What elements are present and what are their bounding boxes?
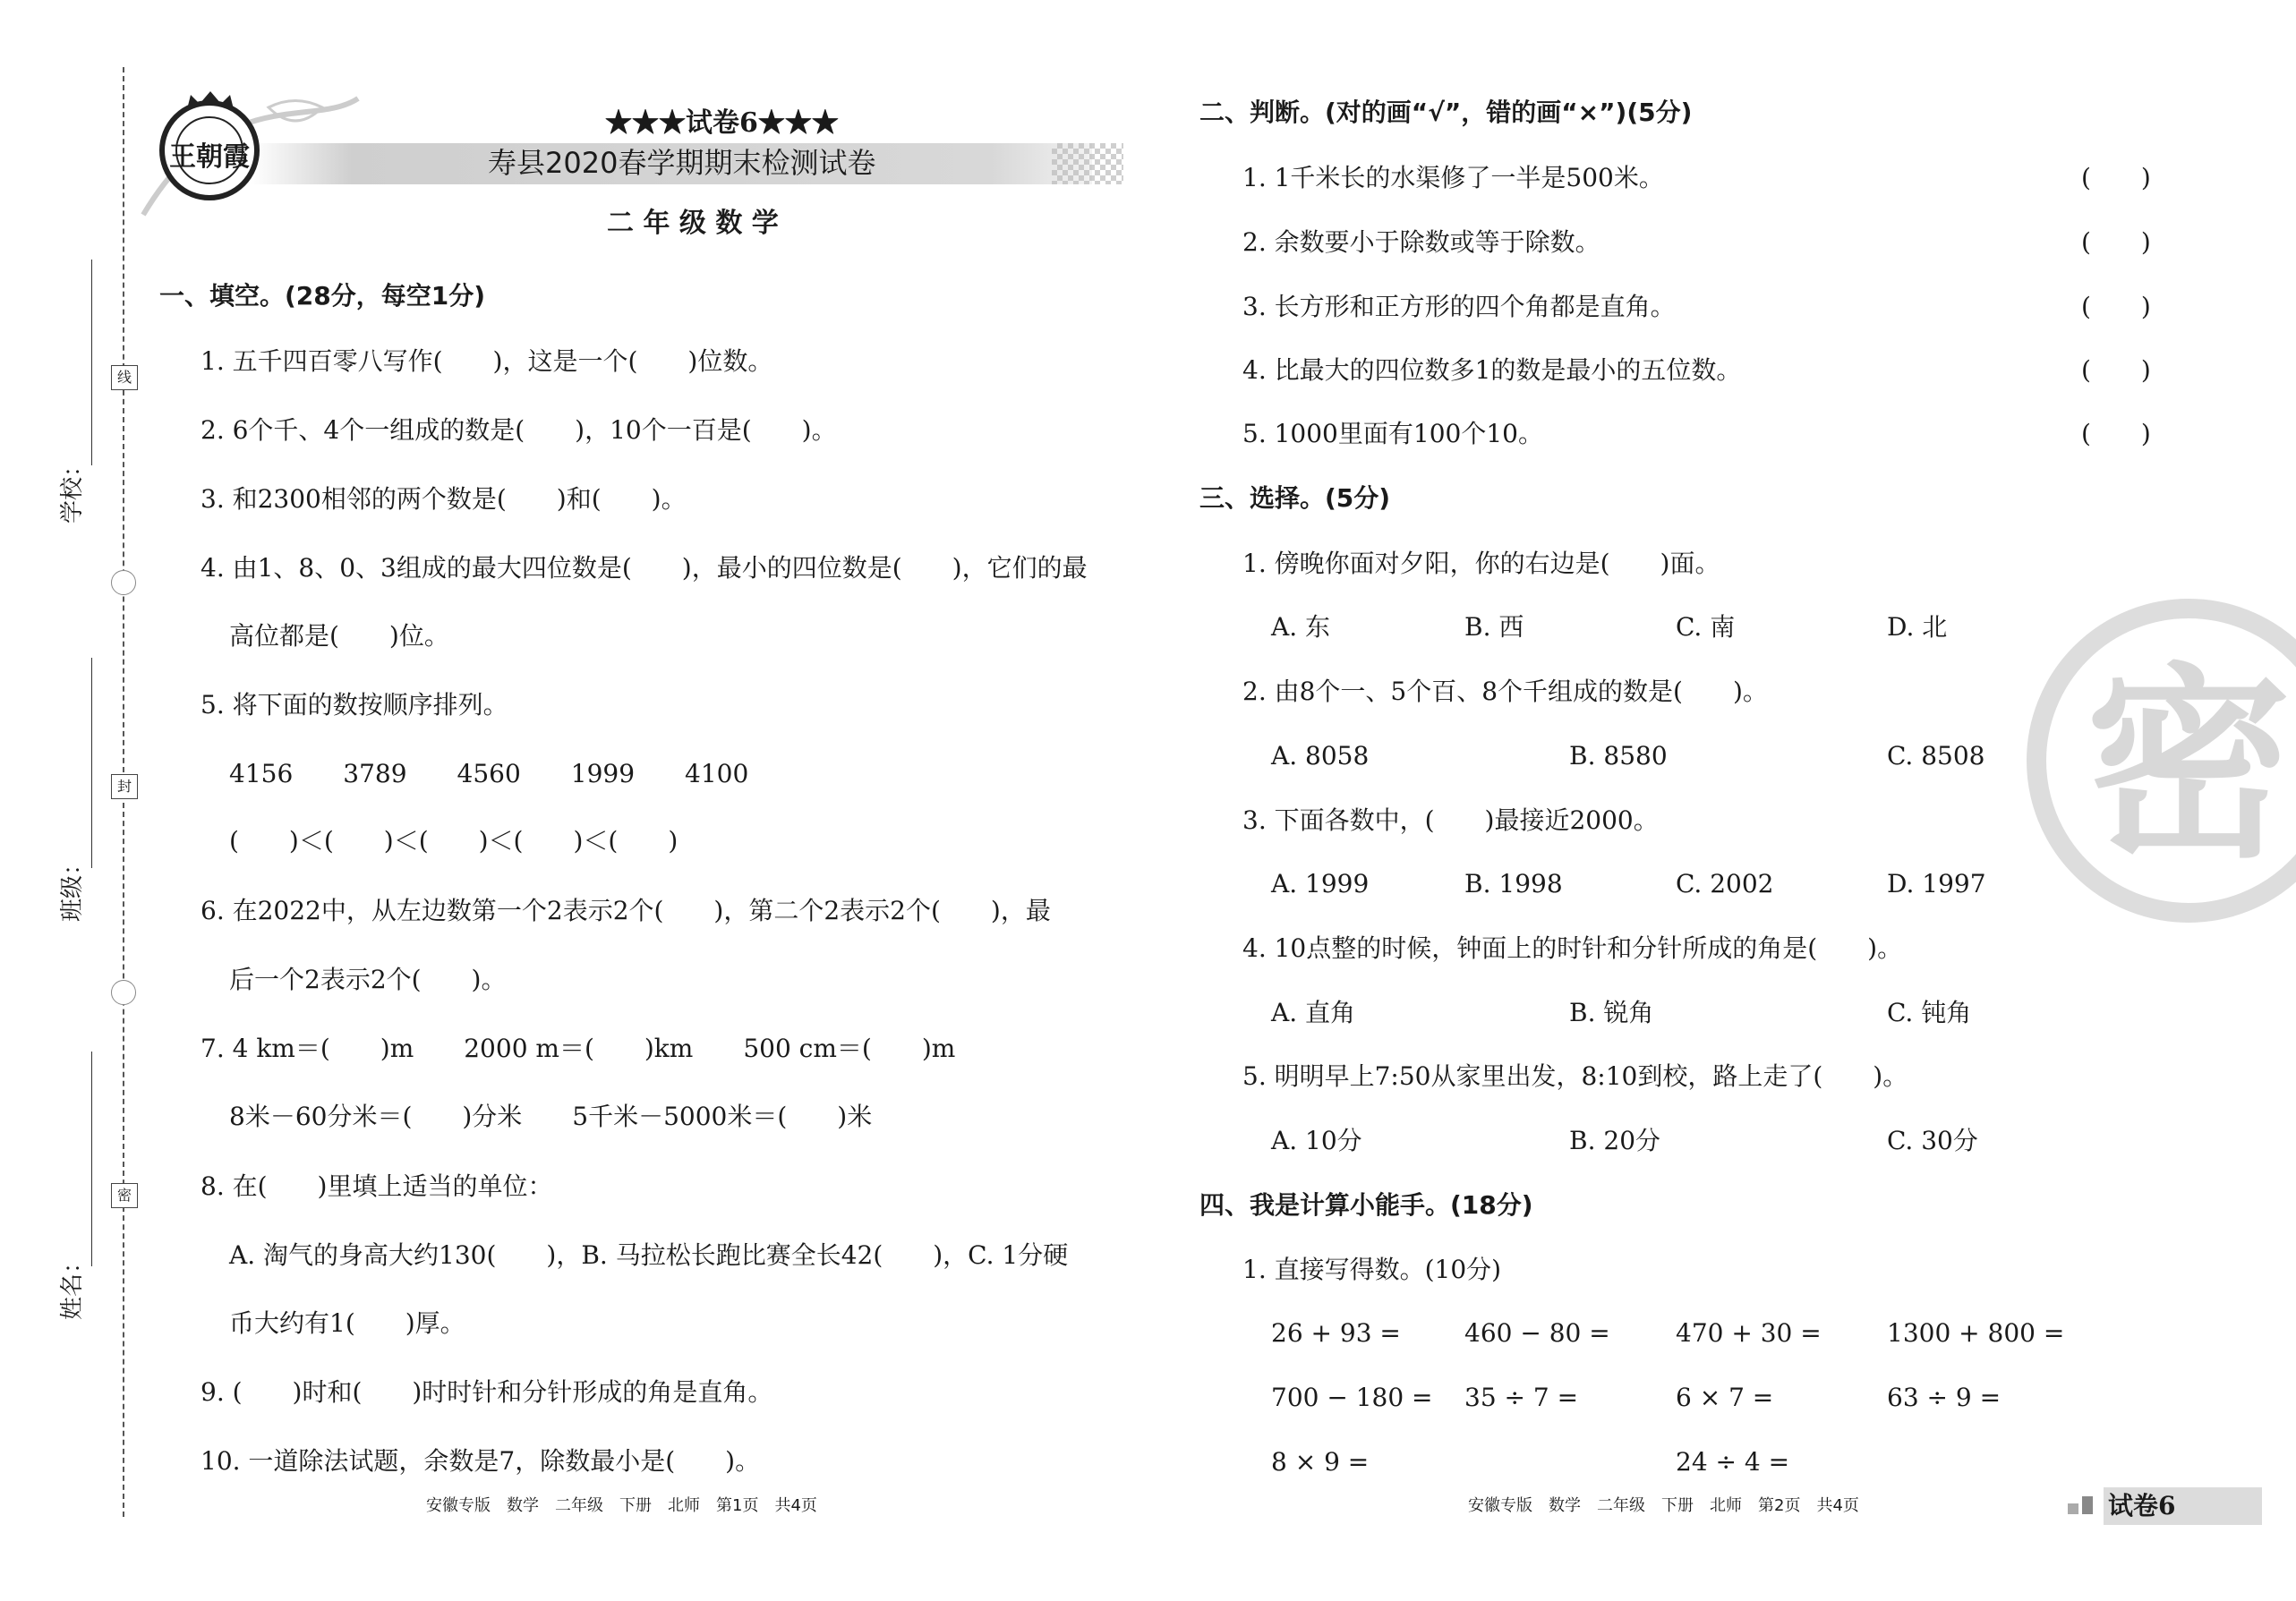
question-line: 6. 在2022中，从左边数第一个2表示2个( )，第二个2表示2个( )，最 [201, 896, 1051, 925]
judge-item: 1. 1千米长的水渠修了一半是500米。 [1242, 163, 1664, 192]
exam-title: 寿县2020春学期期末检测试卷 [488, 146, 876, 180]
question-line: 4156 3789 4560 1999 4100 [229, 759, 749, 788]
question-line: 高位都是( )位。 [229, 621, 449, 651]
choice-option: B. 20分 [1569, 1126, 1661, 1155]
judge-item: 3. 长方形和正方形的四个角都是直角。 [1242, 292, 1676, 321]
calc-subheading: 1. 直接写得数。(10分) [1242, 1255, 1502, 1284]
choice-question: 5. 明明早上7:50从家里出发，8:10到校，路上走了( )。 [1242, 1061, 1908, 1091]
choice-question: 1. 傍晚你面对夕阳，你的右边是( )面。 [1242, 549, 1720, 578]
question-line: 10. 一道除法试题，余数是7，除数最小是( )。 [201, 1446, 761, 1476]
paper-tag: ★★★试卷6★★★ [605, 107, 839, 139]
calc-item: 63 ÷ 9 = [1887, 1383, 2002, 1412]
corner-label: 试卷6 [2108, 1491, 2176, 1520]
question-line: 1. 五千四百零八写作( )，这是一个( )位数。 [201, 346, 773, 376]
binding-mark-seal: 封 [111, 774, 138, 799]
answer-paren: ( ) [2081, 227, 2151, 257]
question-line: 2. 6个千、4个一组成的数是( )，10个一百是( )。 [201, 415, 837, 445]
question-line: A. 淘气的身高大约130( )，B. 马拉松长跑比赛全长42( )，C. 1分硬 [229, 1240, 1069, 1270]
secret-seal-stamp [2001, 600, 2296, 922]
calc-item: 26 + 93 = [1271, 1318, 1401, 1348]
choice-option: C. 南 [1676, 612, 1736, 642]
question-line: 8. 在( )里填上适当的单位： [201, 1171, 553, 1201]
choice-option: B. 1998 [1464, 869, 1563, 898]
exam-subtitle: 二 年 级 数 学 [607, 208, 779, 239]
choice-option: A. 1999 [1271, 869, 1370, 898]
judge-item: 4. 比最大的四位数多1的数是最小的五位数。 [1242, 355, 1742, 385]
section-choice: 三、选择。(5分) [1199, 483, 1391, 513]
school-label: 学校： [59, 453, 86, 524]
calc-item: 6 × 7 = [1676, 1383, 1774, 1412]
binding-mark-line: 线 [111, 365, 138, 390]
judge-item: 2. 余数要小于除数或等于除数。 [1242, 227, 1600, 257]
choice-option: D. 北 [1887, 612, 1948, 642]
question-line: 3. 和2300相邻的两个数是( )和( )。 [201, 484, 687, 514]
calc-item: 24 ÷ 4 = [1676, 1447, 1790, 1477]
section-judge: 二、判断。(对的画“√”，错的画“×”)(5分) [1199, 98, 1693, 127]
corner-square [2082, 1496, 2093, 1514]
binding-swirl-icon [111, 570, 136, 595]
section-fill-blank: 一、填空。(28分，每空1分) [159, 281, 486, 311]
name-label: 姓名： [59, 1249, 86, 1320]
banner-pattern [1052, 143, 1123, 184]
calc-item: 460 − 80 = [1464, 1318, 1610, 1348]
choice-option: D. 1997 [1887, 869, 1986, 898]
name-blank [91, 1052, 92, 1266]
answer-paren: ( ) [2081, 163, 2151, 192]
section-calculation: 四、我是计算小能手。(18分) [1199, 1190, 1533, 1220]
choice-option: B. 锐角 [1569, 998, 1654, 1027]
calc-item: 470 + 30 = [1676, 1318, 1822, 1348]
answer-paren: ( ) [2081, 292, 2151, 321]
calc-item: 35 ÷ 7 = [1464, 1383, 1579, 1412]
binding-swirl-icon [111, 980, 136, 1005]
judge-item: 5. 1000里面有100个10。 [1242, 419, 1543, 448]
brand-logo: 王朝霞 [159, 100, 260, 200]
page-footer-right: 安徽专版 数学 二年级 下册 北师 第2页 共4页 [1468, 1496, 1859, 1515]
question-line: ( )＜( )＜( )＜( )＜( ) [229, 826, 679, 856]
choice-question: 4. 10点整的时候，钟面上的时针和分针所成的角是( )。 [1242, 933, 1903, 963]
answer-paren: ( ) [2081, 355, 2151, 385]
choice-option: A. 8058 [1271, 741, 1370, 771]
choice-option: B. 8580 [1569, 741, 1668, 771]
question-line: 5. 将下面的数按顺序排列。 [201, 690, 508, 720]
choice-option: C. 8508 [1887, 741, 1985, 771]
svg-text:密: 密 [2085, 647, 2292, 886]
question-line: 9. ( )时和( )时时针和分针形成的角是直角。 [201, 1377, 773, 1407]
choice-option: A. 直角 [1271, 998, 1356, 1027]
page-footer-left: 安徽专版 数学 二年级 下册 北师 第1页 共4页 [426, 1496, 817, 1515]
calc-item: 8 × 9 = [1271, 1447, 1370, 1477]
question-line: 7. 4 km＝( )m 2000 m＝( )km 500 cm＝( )m [201, 1034, 956, 1063]
choice-option: C. 2002 [1676, 869, 1774, 898]
choice-option: C. 钝角 [1887, 998, 1972, 1027]
choice-question: 3. 下面各数中，( )最接近2000。 [1242, 805, 1659, 835]
choice-option: A. 10分 [1271, 1126, 1362, 1155]
calc-item: 700 − 180 = [1271, 1383, 1433, 1412]
choice-option: A. 东 [1271, 612, 1331, 642]
choice-option: B. 西 [1464, 612, 1524, 642]
calc-item: 1300 + 800 = [1887, 1318, 2065, 1348]
binding-mark-secret: 密 [111, 1183, 138, 1208]
corner-square [2068, 1503, 2078, 1514]
school-blank [91, 260, 92, 465]
choice-option: C. 30分 [1887, 1126, 1978, 1155]
question-line: 币大约有1( )厚。 [229, 1308, 465, 1338]
class-label: 班级： [59, 851, 86, 922]
question-line: 4. 由1、8、0、3组成的最大四位数是( )，最小的四位数是( )，它们的最 [201, 553, 1088, 583]
choice-question: 2. 由8个一、5个百、8个千组成的数是( )。 [1242, 677, 1768, 706]
question-line: 后一个2表示2个( )。 [229, 965, 507, 994]
question-line: 8米－60分米＝( )分米 5千米－5000米＝( )米 [229, 1102, 873, 1131]
class-blank [91, 658, 92, 868]
answer-paren: ( ) [2081, 419, 2151, 448]
